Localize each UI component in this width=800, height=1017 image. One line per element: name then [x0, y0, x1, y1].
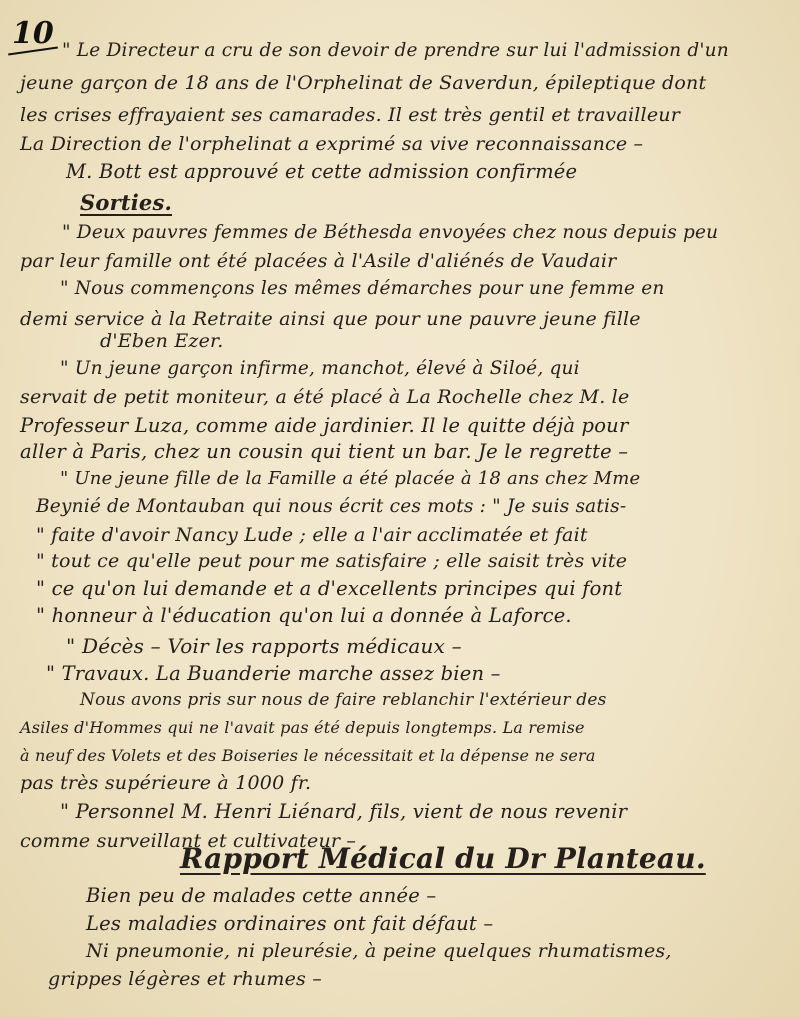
text-line: les crises effrayaient ses camarades. Il est très gentil et travailleur [20, 104, 680, 126]
text-line: Beynié de Montauban qui nous écrit ces mots : " Je suis satis- [36, 496, 627, 517]
text-line: par leur famille ont été placées à l'Asile d'aliénés de Vaudair [20, 250, 617, 272]
text-line: pas très supérieure à 1000 fr. [20, 772, 312, 794]
text-line: aller à Paris, chez un cousin qui tient un bar. Je le regrette – [20, 440, 629, 463]
section-heading-sorties: Sorties. [80, 190, 173, 215]
text-line: " Le Directeur a cru de son devoir de prendre sur lui l'admission d'un [62, 40, 729, 61]
text-line: " Un jeune garçon infirme, manchot, élevé à Siloé, qui [60, 358, 580, 379]
text-line: Les maladies ordinaires ont fait défaut – [86, 912, 494, 935]
text-line: " ce qu'on lui demande et a d'excellents principes qui font [36, 577, 623, 600]
text-line: servait de petit moniteur, a été placé à La Rochelle chez M. le [20, 386, 630, 408]
text-line: grippes légères et rhumes – [48, 968, 322, 990]
text-line: " faite d'avoir Nancy Lude ; elle a l'air acclimatée et fait [36, 524, 588, 546]
section-heading-travaux: " Travaux. La Buanderie marche assez bien – [46, 662, 501, 685]
text-line: Bien peu de malades cette année – [86, 884, 437, 907]
text-line: comme surveillant et cultivateur – [20, 830, 357, 852]
medical-report-title: Rapport Médical du Dr Planteau. [180, 842, 706, 875]
page-number: 10 [12, 16, 54, 51]
text-line: Professeur Luza, comme aide jardinier. Il le quitte déjà pour [20, 414, 629, 437]
text-line: Nous avons pris sur nous de faire reblanchir l'extérieur des [80, 690, 607, 710]
text-line: La Direction de l'orphelinat a exprimé sa vive reconnaissance – [20, 133, 644, 155]
text-line: d'Eben Ezer. [100, 330, 224, 352]
text-line: demi service à la Retraite ainsi que pour une pauvre jeune fille [20, 308, 641, 330]
text-line: " honneur à l'éducation qu'on lui a donnée à Laforce. [36, 604, 572, 627]
text-line: Asiles d'Hommes qui ne l'avait pas été depuis longtemps. La remise [20, 718, 585, 737]
text-line: jeune garçon de 18 ans de l'Orphelinat de Saverdun, épileptique dont [20, 72, 707, 94]
section-heading-deces: " Décès – Voir les rapports médicaux – [66, 634, 462, 658]
section-heading-personnel: " Personnel M. Henri Liénard, fils, vient de nous revenir [60, 800, 628, 823]
text-line: " Une jeune fille de la Famille a été placée à 18 ans chez Mme [60, 468, 641, 489]
text-line: " tout ce qu'elle peut pour me satisfaire ; elle saisit très vite [36, 550, 628, 572]
text-line: à neuf des Volets et des Boiseries le nécessitait et la dépense ne sera [20, 746, 596, 765]
text-line: M. Bott est approuvé et cette admission confirmée [66, 160, 578, 183]
text-line: " Deux pauvres femmes de Béthesda envoyées chez nous depuis peu [62, 222, 719, 243]
text-line: " Nous commençons les mêmes démarches pour une femme en [60, 278, 665, 299]
text-line: Ni pneumonie, ni pleurésie, à peine quelques rhumatismes, [86, 940, 672, 962]
